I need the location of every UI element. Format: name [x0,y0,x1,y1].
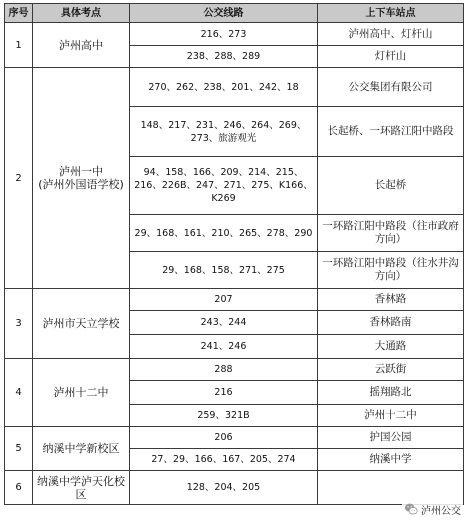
routes-cell: 94、158、166、209、214、215、216、226B、247、271、275、K166、K269 [130,157,318,215]
stop-cell: 护国公园 [318,427,464,449]
routes-cell: 206 [130,427,318,449]
table-row [5,427,464,449]
site-cell: 泸州市天立学校 [33,289,130,359]
routes-cell: 238、288、289 [130,46,318,68]
index-cell: 5 [5,427,33,471]
stop-cell: 一环路江阳中路段（往市政府方向） [318,215,464,252]
routes-cell: 29、168、161、210、265、278、290 [130,215,318,252]
stop-cell: 纳溪中学 [318,449,464,471]
table-row [5,359,464,381]
table-header-row [5,4,464,23]
stop-cell: 云跃街 [318,359,464,381]
watermark-text: 泸州公交 [421,505,461,517]
index-cell: 4 [5,359,33,427]
stop-cell: 灯杆山 [318,46,464,68]
table-row [5,289,464,311]
stop-cell: 香林路 [318,289,464,311]
index-cell: 1 [5,23,33,68]
table-row [5,23,464,46]
site-cell: 泸州高中 [33,23,130,68]
index-cell: 3 [5,289,33,359]
site-cell: 纳溪中学泸天化校区 [33,471,130,505]
routes-cell: 270、262、238、201、242、18 [130,68,318,107]
site-cell: 泸州一中 (泸州外国语学校) [33,68,130,289]
routes-cell: 216、273 [130,23,318,46]
stop-cell: 香林路南 [318,311,464,335]
header-site: 具体考点 [33,4,130,23]
routes-cell: 128、204、205 [130,471,318,505]
header-index: 序号 [5,4,33,23]
routes-cell: 207 [130,289,318,311]
stop-cell: 长起桥 [318,157,464,215]
index-cell: 2 [5,68,33,289]
watermark [402,501,463,517]
table-row [5,471,464,505]
routes-cell: 148、217、231、246、264、269、273、旅游观光 [130,107,318,157]
table-row [5,68,464,107]
stop-cell: 公交集团有限公司 [318,68,464,107]
stop-cell: 一环路江阳中路段（往水井沟方向） [318,252,464,289]
stop-cell: 泸州高中、灯杆山 [318,23,464,46]
bus-routes-table [4,3,464,505]
index-cell: 6 [5,471,33,505]
stop-cell: 泸州十二中 [318,405,464,427]
header-stop: 上下车站点 [318,4,464,23]
header-routes: 公交线路 [130,4,318,23]
stop-cell: 摇翔路北 [318,381,464,405]
routes-cell: 288 [130,359,318,381]
routes-cell: 259、321B [130,405,318,427]
wechat-icon [404,502,418,516]
site-cell: 泸州十二中 [33,359,130,427]
stop-cell: 长起桥、一环路江阳中路段 [318,107,464,157]
site-cell: 纳溪中学新校区 [33,427,130,471]
routes-cell: 29、168、158、271、275 [130,252,318,289]
stop-cell: 大通路 [318,335,464,359]
routes-cell: 241、246 [130,335,318,359]
routes-cell: 27、29、166、167、205、274 [130,449,318,471]
routes-cell: 216 [130,381,318,405]
routes-cell: 243、244 [130,311,318,335]
stop-cell [318,471,464,505]
